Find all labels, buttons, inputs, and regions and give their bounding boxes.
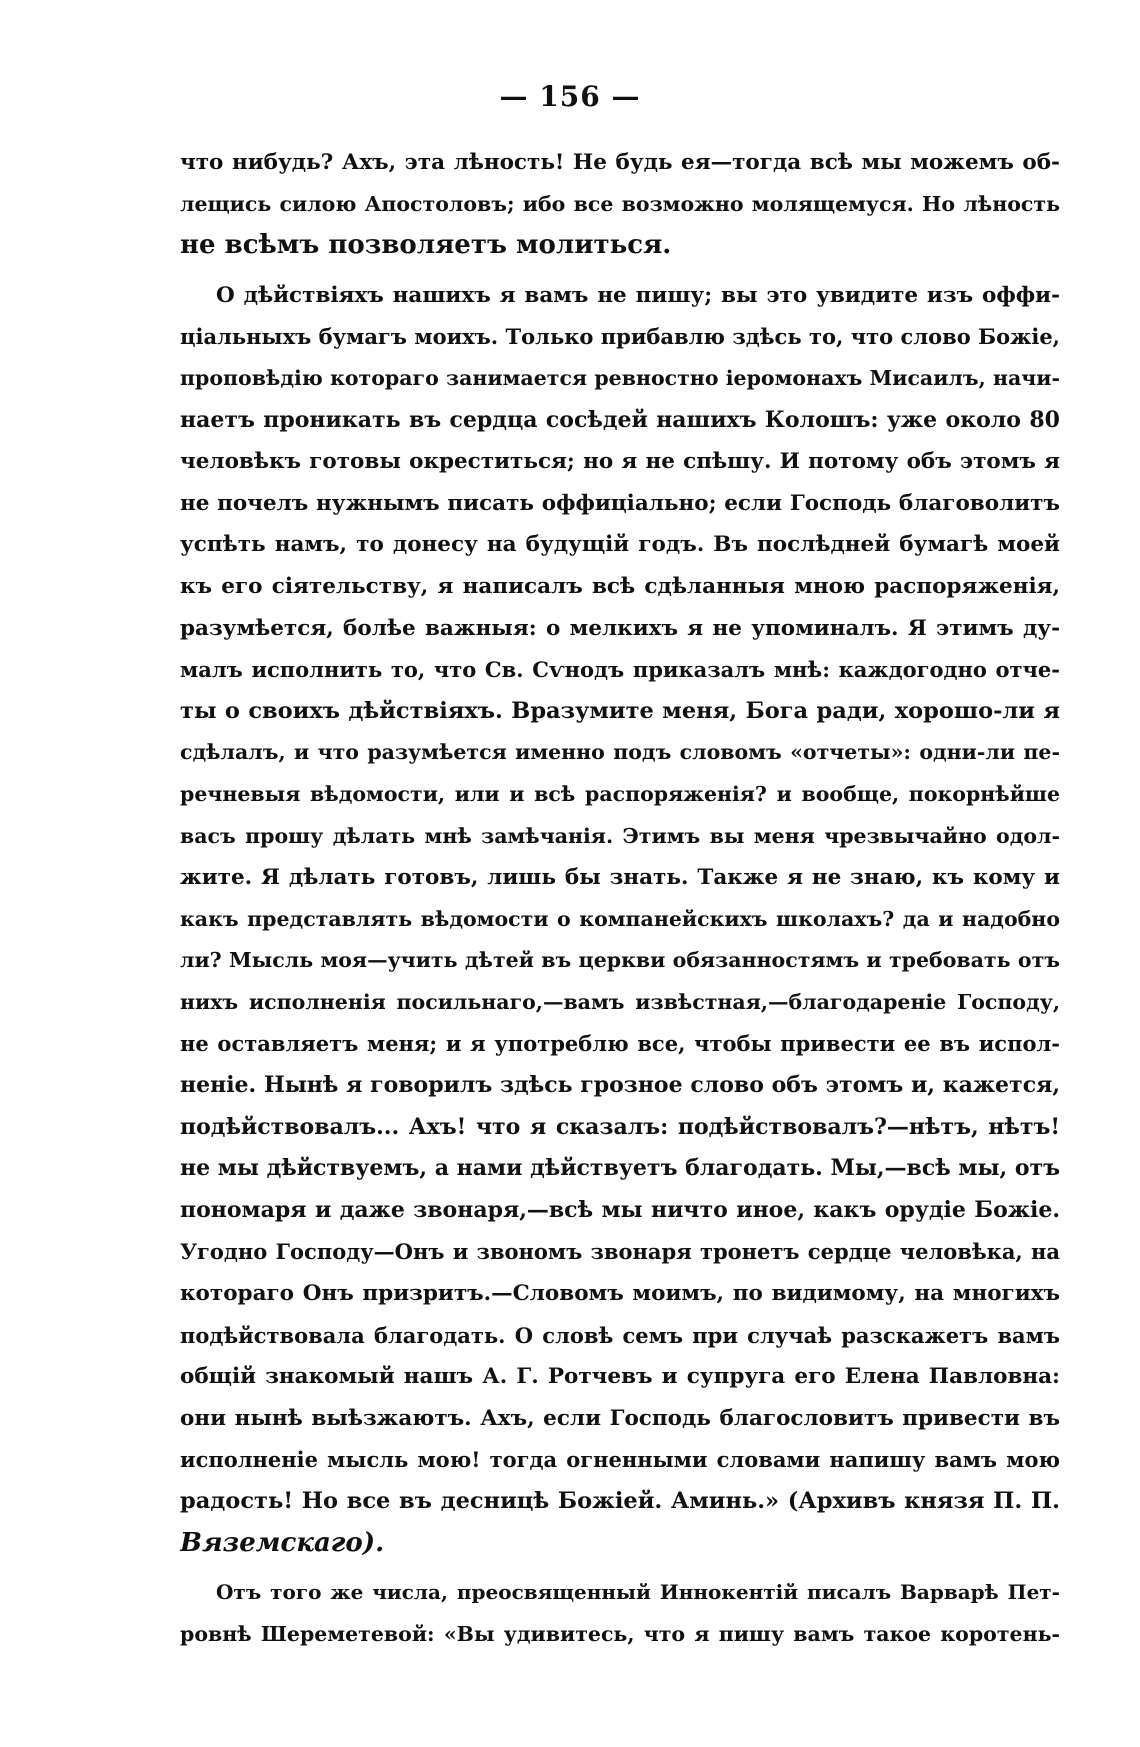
- text-line: жите. Я дѣлать готовъ, лишь бы знать. Также я не знаю, къ кому и: [180, 865, 1060, 891]
- text-line: ровнѣ Шереметевой: «Вы удивитесь, что я пишу вамъ такое коротень-: [180, 1621, 1060, 1646]
- text-line: наетъ проникать въ сердца сосѣдей нашихъ Колошъ: уже около 80: [180, 406, 1060, 433]
- text-line: исполненіе мысль мою! тогда огненными словами напишу вамъ мою: [180, 1447, 1060, 1473]
- text-line: нихъ исполненія посильнаго,—вамъ извѣстная,—благодареніе Господу,: [180, 989, 1060, 1014]
- text-line: проповѣдію котораго занимается ревностно іеромонахъ Мисаилъ, начи-: [180, 365, 1060, 390]
- text-line: ціальныхъ бумагъ моихъ. Только прибавлю здѣсь то, что слово Божіе,: [180, 324, 1060, 350]
- text-line: котораго Онъ призритъ.—Словомъ моимъ, по видимому, на многихъ: [180, 1281, 1060, 1307]
- paragraph: [180, 1572, 1060, 1655]
- text-line: человѣкъ готовы окреститься; но я не спѣшу. И потому объ этомъ я: [180, 449, 1060, 475]
- text-line: малъ исполнить то, что Св. Сѵнодъ приказалъ мнѣ: каждогодно отче-: [180, 657, 1060, 683]
- text-line: неніе. Нынѣ я говорилъ здѣсь грозное слово объ этомъ и, кажется,: [180, 1072, 1060, 1099]
- text-line: разумѣется, болѣе важныя: о мелкихъ я не упоминалъ. Я этимъ ду-: [180, 615, 1060, 641]
- text-line: какъ представлять вѣдомости о компанейскихъ школахъ? да и надобно: [180, 906, 1060, 931]
- text-line: не всѣмъ позволяетъ молиться.: [180, 230, 672, 261]
- text-line: Вяземскаго).: [180, 1527, 385, 1558]
- text-line: что нибудь? Ахъ, эта лѣность! Не будь ея—тогда всѣ мы можемъ об-: [180, 150, 1060, 175]
- text-line: ли? Мысль моя—учить дѣтей въ церкви обязанностямъ и требовать отъ: [180, 948, 1060, 973]
- text-line: радость! Но все въ десницѣ Божіей. Аминь.» (Архивъ князя П. П.: [180, 1488, 1060, 1514]
- text-line: успѣть намъ, то донесу на будущій годъ. Въ послѣдней бумагѣ моей: [180, 532, 1060, 558]
- page-number: — 156 —: [499, 80, 641, 113]
- text-line: О дѣйствіяхъ нашихъ я вамъ не пишу; вы это увидите изъ оффи-: [216, 282, 1060, 308]
- text-line: пономаря и даже звонаря,—всѣ мы ничто иное, какъ орудіе Божіе.: [180, 1196, 1060, 1223]
- text-line: Отъ того же числа, преосвященный Иннокентій писалъ Варварѣ Пет-: [216, 1580, 1060, 1605]
- paragraph: [180, 275, 1060, 1564]
- text-line: не оставляетъ меня; и я употреблю все, чтобы привести ее въ испол-: [180, 1031, 1060, 1057]
- text-line: сдѣлалъ, и что разумѣется именно подъ словомъ «отчеты»: одни-ли пе-: [180, 740, 1060, 765]
- text-line: не мы дѣйствуемъ, а нами дѣйствуетъ благодать. Мы,—всѣ мы, отъ: [180, 1155, 1060, 1182]
- text-line: подѣйствовала благодать. О словѣ семъ при случаѣ разскажетъ вамъ: [180, 1322, 1060, 1348]
- text-line: речневыя вѣдомости, или и всѣ распоряженія? и вообще, покорнѣйше: [180, 781, 1060, 806]
- text-line: Угодно Господу—Онъ и звономъ звонаря тронетъ сердце человѣка, на: [180, 1239, 1060, 1265]
- text-line: подѣйствовалъ... Ахъ! что я сказалъ: подѣйствовалъ?—нѣтъ, нѣтъ!: [180, 1113, 1060, 1140]
- text-line: они нынѣ выѣзжаютъ. Ахъ, если Господь благословитъ привести въ: [180, 1405, 1060, 1431]
- text-line: общій знакомый нашъ А. Г. Ротчевъ и супруга его Елена Павловна:: [180, 1364, 1060, 1390]
- paragraph: [180, 142, 1060, 267]
- text-line: ты о своихъ дѣйствіяхъ. Вразумите меня, Бога ради, хорошо-ли я: [180, 697, 1060, 724]
- text-line: къ его сіятельству, я написалъ всѣ сдѣланныя мною распоряженія,: [180, 573, 1060, 599]
- text-line: лещись силою Апостоловъ; ибо все возможно молящемуся. Но лѣность: [180, 191, 1060, 216]
- text-block: [180, 142, 1060, 1655]
- text-line: васъ прошу дѣлать мнѣ замѣчанія. Этимъ вы меня чрезвычайно одол-: [180, 823, 1060, 848]
- text-line: не почелъ нужнымъ писать оффиціально; если Господь благоволитъ: [180, 490, 1060, 516]
